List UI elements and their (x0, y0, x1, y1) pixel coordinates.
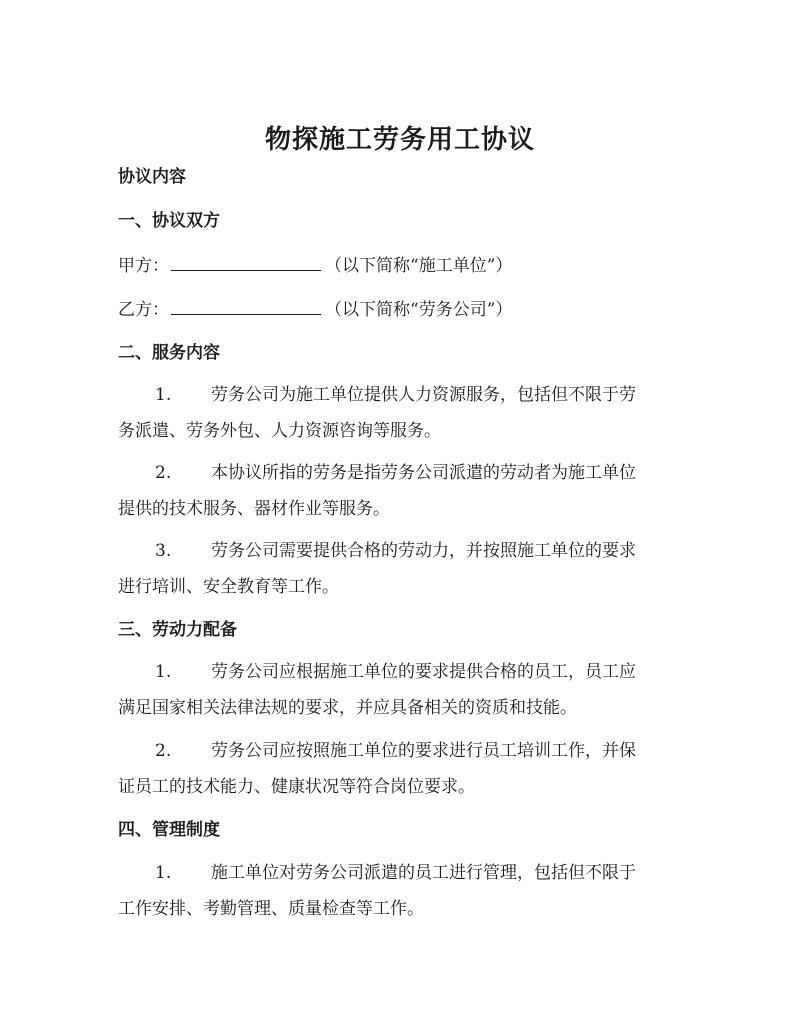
labor-item-2 (118, 733, 678, 805)
item-text: 劳务公司为施工单位提供人力资源服务，包括但不限于劳 (211, 385, 636, 405)
parties-heading: 一、协议双方 (118, 211, 220, 231)
party-a-label: 甲方： (118, 256, 169, 276)
party-a-line (118, 252, 512, 279)
party-a-blank (171, 252, 321, 271)
item-text: 劳务公司应根据施工单位的要求提供合格的员工，员工应 (211, 662, 636, 682)
item-number: 2. (155, 741, 172, 761)
item-text: 劳务公司应按照施工单位的要求进行员工培训工作，并保 (211, 741, 636, 761)
party-a-note: （以下简称“施工单位”） (325, 256, 513, 276)
item-text: 劳务公司需要提供合格的劳动力，并按照施工单位的要求 (211, 541, 636, 561)
item-number: 3. (155, 541, 172, 561)
party-b-label: 乙方： (118, 300, 169, 320)
item-text: 施工单位对劳务公司派遣的员工进行管理，包括但不限于 (211, 863, 636, 883)
item-number: 1. (155, 385, 172, 405)
services-item-1 (118, 377, 678, 449)
item-number: 1. (155, 863, 172, 883)
section-label: 协议内容 (118, 167, 186, 187)
party-b-line (118, 296, 512, 323)
services-heading: 二、服务内容 (118, 343, 220, 363)
document-title: 物探施工劳务用工协议 (264, 125, 535, 155)
management-item-1 (118, 855, 678, 927)
party-b-blank (171, 296, 321, 315)
item-text-continued: 满足国家相关法律法规的要求，并应具备相关的资质和技能。 (118, 698, 577, 718)
item-number: 1. (155, 662, 172, 682)
labor-heading: 三、劳动力配备 (118, 620, 237, 640)
services-item-3 (118, 533, 678, 605)
labor-item-1 (118, 654, 678, 726)
item-text-continued: 进行培训、安全教育等工作。 (118, 577, 339, 597)
item-text: 本协议所指的劳务是指劳务公司派遣的劳动者为施工单位 (211, 463, 636, 483)
item-text-continued: 提供的技术服务、器材作业等服务。 (118, 499, 390, 519)
item-text-continued: 务派遣、劳务外包、人力资源咨询等服务。 (118, 421, 441, 441)
services-item-2 (118, 455, 678, 527)
party-b-note: （以下简称“劳务公司”） (325, 300, 513, 320)
item-text-continued: 证员工的技术能力、健康状况等符合岗位要求。 (118, 777, 475, 797)
item-text-continued: 工作安排、考勤管理、质量检查等工作。 (118, 899, 424, 919)
management-heading: 四、管理制度 (118, 820, 220, 840)
item-number: 2. (155, 463, 172, 483)
